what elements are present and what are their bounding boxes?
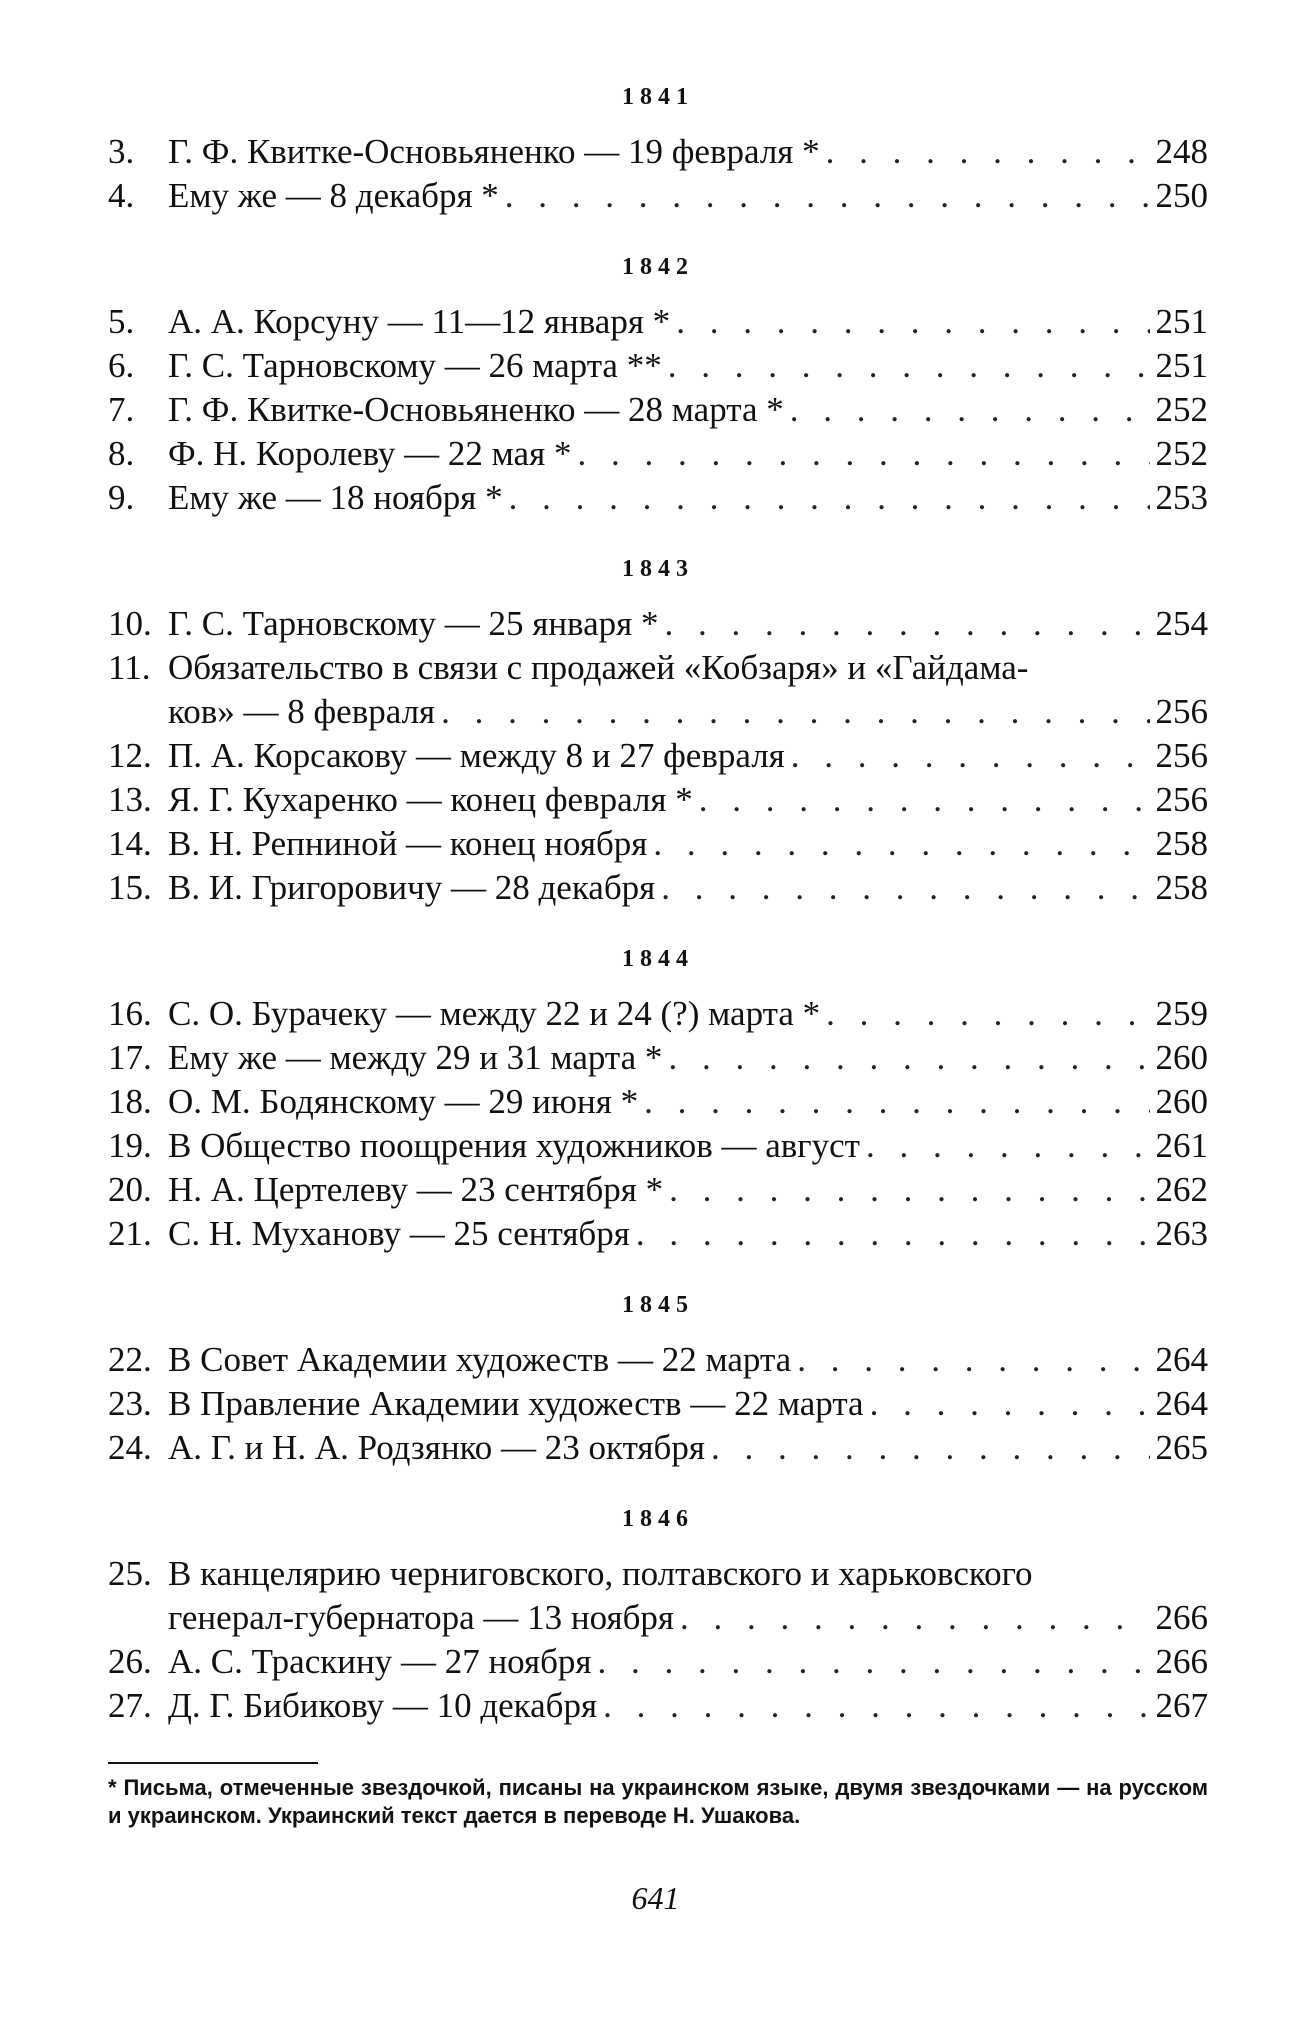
entry-body xyxy=(168,1124,1208,1168)
toc-entry xyxy=(108,432,1208,476)
toc-entry xyxy=(108,476,1208,520)
entry-line xyxy=(168,1168,1208,1212)
entry-page-ref: 256 xyxy=(1155,780,1208,819)
entry-number: 8. xyxy=(108,434,135,473)
entry-title: Г. С. Тарновскому — 25 января * xyxy=(168,604,659,643)
entry-line xyxy=(168,866,1208,910)
entry-page-ref: 250 xyxy=(1155,176,1208,215)
leader-dots xyxy=(711,1426,1150,1470)
toc-entry xyxy=(108,1382,1208,1426)
entry-title: Ему же — 18 ноября * xyxy=(168,478,503,517)
entry-body xyxy=(168,1640,1208,1684)
leader-dots xyxy=(791,734,1150,778)
entry-title: П. А. Корсакову — между 8 и 27 февраля xyxy=(168,736,785,775)
entry-page-ref: 252 xyxy=(1155,390,1208,429)
entry-title: Г. Ф. Квитке-Основьяненко — 28 марта * xyxy=(168,390,784,429)
entry-line xyxy=(168,646,1208,690)
entry-line xyxy=(168,734,1208,778)
leader-dots xyxy=(870,1382,1150,1426)
entry-title: Обязательство в связи с продажей «Кобзаря» и «Гайдама- xyxy=(168,648,1029,687)
entry-body xyxy=(168,476,1208,520)
entry-number: 25. xyxy=(108,1554,152,1593)
year-section xyxy=(108,944,1208,1256)
entry-line xyxy=(168,130,1208,174)
entry-title: Ему же — между 29 и 31 марта * xyxy=(168,1038,663,1077)
entry-number: 18. xyxy=(108,1082,152,1121)
entry-title: А. А. Корсуну — 11—12 января * xyxy=(168,302,671,341)
leader-dots xyxy=(676,300,1149,344)
leader-dots xyxy=(509,476,1150,520)
entry-page-ref: 266 xyxy=(1155,1598,1208,1637)
toc-entry xyxy=(108,992,1208,1036)
entry-page-ref: 256 xyxy=(1155,736,1208,775)
entry-line xyxy=(168,1426,1208,1470)
toc-entry xyxy=(108,130,1208,174)
entry-number: 6. xyxy=(108,346,135,385)
leader-dots xyxy=(790,388,1150,432)
entry-page-ref: 259 xyxy=(1155,994,1208,1033)
entry-title: С. Н. Муханову — 25 сентября xyxy=(168,1214,630,1253)
entry-line xyxy=(168,822,1208,866)
entry-number: 26. xyxy=(108,1642,152,1681)
year-heading: 1846 xyxy=(622,1506,694,1532)
entry-page-ref: 248 xyxy=(1155,132,1208,171)
toc-entry xyxy=(108,344,1208,388)
entry-number: 11. xyxy=(108,648,151,687)
entry-page-ref: 263 xyxy=(1155,1214,1208,1253)
year-heading: 1844 xyxy=(622,946,694,972)
entry-number: 21. xyxy=(108,1214,152,1253)
toc-entry xyxy=(108,1338,1208,1382)
entry-body xyxy=(168,1212,1208,1256)
entry-line xyxy=(168,300,1208,344)
entry-body xyxy=(168,1382,1208,1426)
entry-number: 10. xyxy=(108,604,152,643)
entry-number: 24. xyxy=(108,1428,152,1467)
entry-line xyxy=(168,778,1208,822)
entry-number: 27. xyxy=(108,1686,152,1725)
entry-number: 17. xyxy=(108,1038,152,1077)
entry-line xyxy=(168,476,1208,520)
entry-number: 3. xyxy=(108,132,135,171)
entry-body xyxy=(168,432,1208,476)
toc-entry xyxy=(108,388,1208,432)
year-heading: 1841 xyxy=(622,84,694,110)
leader-dots xyxy=(826,992,1149,1036)
leader-dots xyxy=(598,1640,1150,1684)
entry-line xyxy=(168,1552,1208,1596)
toc-entry xyxy=(108,1124,1208,1168)
toc-entry xyxy=(108,1426,1208,1470)
entry-body xyxy=(168,778,1208,822)
entry-number: 7. xyxy=(108,390,135,429)
entry-number: 5. xyxy=(108,302,135,341)
entry-number: 23. xyxy=(108,1384,152,1423)
entry-body xyxy=(168,734,1208,778)
entry-body xyxy=(168,1168,1208,1212)
entry-line xyxy=(168,1036,1208,1080)
entry-title: ков» — 8 февраля xyxy=(168,692,436,731)
entry-body xyxy=(168,1426,1208,1470)
entry-page-ref: 251 xyxy=(1155,346,1208,385)
entry-title: О. М. Бодянскому — 29 июня * xyxy=(168,1082,639,1121)
entry-title: В. И. Григоровичу — 28 декабря xyxy=(168,868,656,907)
leader-dots xyxy=(505,174,1150,218)
entry-page-ref: 258 xyxy=(1155,824,1208,863)
leader-dots xyxy=(653,822,1149,866)
leader-dots xyxy=(644,1080,1149,1124)
entry-title: Н. А. Цертелеву — 23 сентября * xyxy=(168,1170,664,1209)
toc-entry xyxy=(108,866,1208,910)
year-section xyxy=(108,252,1208,520)
entry-title: генерал-губернатора — 13 ноября xyxy=(168,1598,674,1637)
entry-body xyxy=(168,822,1208,866)
entry-body xyxy=(168,866,1208,910)
entry-number: 20. xyxy=(108,1170,152,1209)
leader-dots xyxy=(826,130,1150,174)
entry-body xyxy=(168,1684,1208,1728)
entry-body xyxy=(168,1080,1208,1124)
leader-dots xyxy=(668,344,1150,388)
entry-title: А. Г. и Н. А. Родзянко — 23 октября xyxy=(168,1428,705,1467)
entry-page-ref: 251 xyxy=(1155,302,1208,341)
entry-title: Я. Г. Кухаренко — конец февраля * xyxy=(168,780,693,819)
footnote-rule xyxy=(108,1762,318,1764)
entry-title: Д. Г. Бибикову — 10 декабря xyxy=(168,1686,598,1725)
leader-dots xyxy=(668,1036,1149,1080)
entry-line xyxy=(168,690,1208,734)
toc-entry xyxy=(108,822,1208,866)
footnote: * Письма, отмеченные звездочкой, писаны на украинском языке, двумя звездочками — на русском и украинском. Украинский текст дается в переводе Н. Ушакова. xyxy=(108,1775,1208,1828)
entry-title: В. Н. Репниной — конец ноября xyxy=(168,824,648,863)
entry-body xyxy=(168,646,1208,734)
toc-entry xyxy=(108,1212,1208,1256)
entry-page-ref: 262 xyxy=(1155,1170,1208,1209)
toc-entry xyxy=(108,1036,1208,1080)
entry-body xyxy=(168,344,1208,388)
entry-line xyxy=(168,1338,1208,1382)
entry-line xyxy=(168,1124,1208,1168)
entry-body xyxy=(168,388,1208,432)
entry-number: 22. xyxy=(108,1340,152,1379)
page-number: 641 xyxy=(631,1880,680,1916)
entry-line xyxy=(168,174,1208,218)
entry-page-ref: 265 xyxy=(1155,1428,1208,1467)
entry-title: С. О. Бурачеку — между 22 и 24 (?) марта * xyxy=(168,994,821,1033)
entry-body xyxy=(168,1036,1208,1080)
entry-line xyxy=(168,1080,1208,1124)
leader-dots xyxy=(699,778,1150,822)
entry-page-ref: 258 xyxy=(1155,868,1208,907)
entry-line xyxy=(168,1684,1208,1728)
toc-entry xyxy=(108,1168,1208,1212)
leader-dots xyxy=(603,1684,1149,1728)
year-heading: 1845 xyxy=(622,1292,694,1318)
entry-number: 14. xyxy=(108,824,152,863)
entry-body xyxy=(168,130,1208,174)
entry-number: 16. xyxy=(108,994,152,1033)
entry-title: Г. Ф. Квитке-Основьяненко — 19 февраля * xyxy=(168,132,820,171)
entry-line xyxy=(168,602,1208,646)
toc-entry xyxy=(108,174,1208,218)
entry-number: 4. xyxy=(108,176,135,215)
leader-dots xyxy=(636,1212,1150,1256)
entry-number: 19. xyxy=(108,1126,152,1165)
leader-dots xyxy=(661,866,1149,910)
entry-line xyxy=(168,432,1208,476)
entry-page-ref: 261 xyxy=(1155,1126,1208,1165)
entry-page-ref: 253 xyxy=(1155,478,1208,517)
entry-page-ref: 266 xyxy=(1155,1642,1208,1681)
entry-page-ref: 267 xyxy=(1155,1686,1208,1725)
table-of-contents xyxy=(108,82,1208,1830)
entry-title: В канцелярию черниговского, полтавского и харьковского xyxy=(168,1554,1033,1593)
leader-dots xyxy=(441,690,1149,734)
entry-page-ref: 260 xyxy=(1155,1038,1208,1077)
toc-entry xyxy=(108,1684,1208,1728)
entry-number: 12. xyxy=(108,736,152,775)
toc-entry xyxy=(108,300,1208,344)
toc-entry xyxy=(108,1552,1208,1640)
leader-dots xyxy=(577,432,1149,476)
entry-number: 15. xyxy=(108,868,152,907)
entry-body xyxy=(168,1338,1208,1382)
entry-title: А. С. Траскину — 27 ноября xyxy=(168,1642,592,1681)
year-heading: 1843 xyxy=(622,556,694,582)
entry-line xyxy=(168,344,1208,388)
toc-entry xyxy=(108,734,1208,778)
entry-body xyxy=(168,1552,1208,1640)
leader-dots xyxy=(669,1168,1149,1212)
leader-dots xyxy=(866,1124,1150,1168)
leader-dots xyxy=(797,1338,1149,1382)
entry-number: 13. xyxy=(108,780,152,819)
entry-body xyxy=(168,602,1208,646)
entry-title: Ф. Н. Королеву — 22 мая * xyxy=(168,434,572,473)
toc-entry xyxy=(108,1640,1208,1684)
entry-line xyxy=(168,992,1208,1036)
entry-page-ref: 260 xyxy=(1155,1082,1208,1121)
entry-line xyxy=(168,388,1208,432)
year-heading: 1842 xyxy=(622,254,694,280)
entry-body xyxy=(168,300,1208,344)
entry-title: В Общество поощрения художников — август xyxy=(168,1126,860,1165)
year-section xyxy=(108,1290,1208,1470)
entry-line xyxy=(168,1212,1208,1256)
toc-entry xyxy=(108,1080,1208,1124)
entry-page-ref: 264 xyxy=(1155,1384,1208,1423)
leader-dots xyxy=(665,602,1150,646)
year-section xyxy=(108,554,1208,910)
year-section xyxy=(108,82,1208,218)
year-section xyxy=(108,1504,1208,1728)
entry-line xyxy=(168,1382,1208,1426)
entry-title: В Правление Академии художеств — 22 марта xyxy=(168,1384,864,1423)
entry-body xyxy=(168,992,1208,1036)
leader-dots xyxy=(680,1596,1150,1640)
entry-page-ref: 264 xyxy=(1155,1340,1208,1379)
entry-page-ref: 256 xyxy=(1155,692,1208,731)
entry-title: Ему же — 8 декабря * xyxy=(168,176,499,215)
toc-entry xyxy=(108,646,1208,734)
entry-number: 9. xyxy=(108,478,135,517)
entry-body xyxy=(168,174,1208,218)
toc-entry xyxy=(108,778,1208,822)
entry-title: В Совет Академии художеств — 22 марта xyxy=(168,1340,792,1379)
toc-entry xyxy=(108,602,1208,646)
entry-page-ref: 254 xyxy=(1155,604,1208,643)
entry-page-ref: 252 xyxy=(1155,434,1208,473)
entry-title: Г. С. Тарновскому — 26 марта ** xyxy=(168,346,662,385)
entry-line xyxy=(168,1640,1208,1684)
entry-line xyxy=(168,1596,1208,1640)
